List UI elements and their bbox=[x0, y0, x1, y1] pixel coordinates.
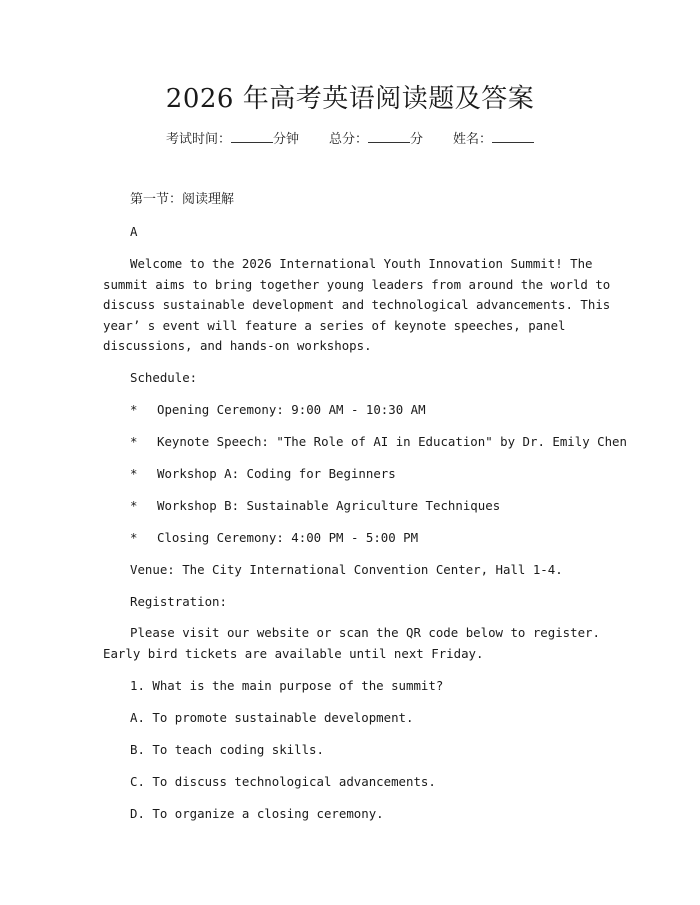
schedule-label: Schedule: bbox=[130, 370, 198, 385]
registration-paragraph bbox=[103, 623, 600, 664]
intro-line: discuss sustainable development and technological advancements. This bbox=[103, 297, 611, 312]
bullet-icon: * bbox=[130, 498, 138, 513]
registration-line: Please visit our website or scan the QR code below to register. bbox=[130, 625, 600, 640]
schedule-item: * Opening Ceremony: 9:00 AM - 10:30 AM bbox=[130, 400, 426, 420]
intro-line: year’ s event will feature a series of keynote speeches, panel bbox=[103, 317, 566, 333]
bullet-icon: * bbox=[130, 434, 138, 449]
schedule-item: * Workshop B: Sustainable Agriculture Techniques bbox=[130, 496, 500, 516]
bullet-icon: * bbox=[130, 402, 138, 417]
schedule-item: * Workshop A: Coding for Beginners bbox=[130, 464, 396, 484]
score-blank bbox=[368, 130, 410, 143]
score-unit: 分 bbox=[410, 132, 424, 147]
registration-label: Registration: bbox=[130, 594, 227, 609]
name-label: 姓名： bbox=[453, 132, 493, 147]
intro-line: Welcome to the 2026 International Youth Innovation Summit! The bbox=[130, 256, 593, 271]
exam-meta bbox=[0, 130, 700, 150]
time-label: 考试时间： bbox=[165, 132, 231, 147]
passage-label: A bbox=[130, 224, 138, 239]
name-blank bbox=[492, 130, 534, 143]
registration-line: Early bird tickets are available until next Friday. bbox=[103, 645, 484, 661]
question-text: 1. What is the main purpose of the summit? bbox=[130, 678, 444, 693]
intro-line: discussions, and hands-on workshops. bbox=[103, 338, 372, 353]
answer-option-d: D. To organize a closing ceremony. bbox=[130, 806, 384, 821]
venue-text: Venue: The City International Convention Center, Hall 1-4. bbox=[130, 562, 563, 577]
schedule-item: * Keynote Speech: "The Role of AI in Education" by Dr. Emily Chen bbox=[130, 432, 627, 452]
answer-option-c: C. To discuss technological advancements. bbox=[130, 774, 436, 789]
schedule-item: * Closing Ceremony: 4:00 PM - 5:00 PM bbox=[130, 528, 418, 548]
score-label: 总分： bbox=[328, 132, 368, 147]
page-title: 2026 年高考英语阅读题及答案 bbox=[165, 84, 535, 114]
section-heading: 第一节：阅读理解 bbox=[130, 192, 235, 207]
intro-paragraph bbox=[103, 254, 611, 357]
bullet-icon: * bbox=[130, 466, 138, 481]
bullet-icon: * bbox=[130, 530, 138, 545]
answer-option-a: A. To promote sustainable development. bbox=[130, 710, 414, 725]
time-blank bbox=[231, 130, 273, 143]
intro-line: summit aims to bring together young leaders from around the world to bbox=[103, 276, 611, 292]
time-unit: 分钟 bbox=[272, 132, 299, 147]
answer-option-b: B. To teach coding skills. bbox=[130, 742, 324, 757]
